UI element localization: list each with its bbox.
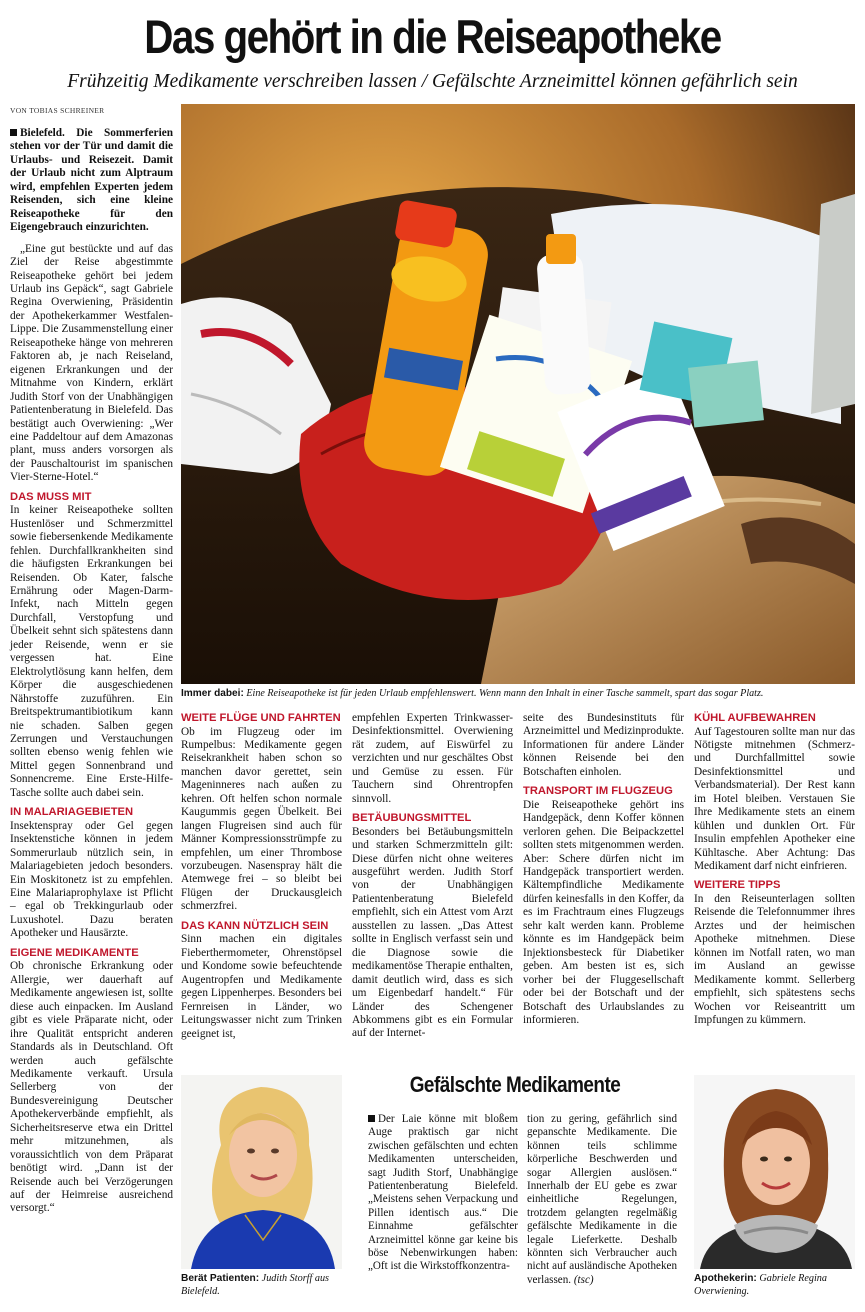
column-1 bbox=[10, 127, 173, 1216]
square-bullet-icon bbox=[10, 129, 17, 136]
box-paragraph-1: Der Laie könne mit bloßem Auge praktisch gar nicht zwischen gefälschten und echten Medikamenten unterscheiden, sagt Judith Storf, Unabhängige Patientenberatung Bielefeld. „Meistens sehen Verpackung und Pillen identisch aus.“ Die Einnahme gefälschter Arzneimittel könne gar keine bis böse Nebenwirkungen haben: „Oft ist die Wirkstoffkonzentra- bbox=[368, 1113, 518, 1273]
portrait-right-caption bbox=[694, 1272, 855, 1298]
box-column-2 bbox=[527, 1113, 677, 1287]
heading-eigene-medikamente: EIGENE MEDIKAMENTE bbox=[10, 946, 139, 959]
box-column-1 bbox=[368, 1113, 518, 1274]
main-photo-caption bbox=[181, 687, 855, 700]
paragraph-kuehl-aufbewahren: Auf Tagestouren sollte man nur das Nötigste mitnehmen (Schmerz- und Durchfallmittel sowie Desinfektionsmittel und Verbandsmaterial). Der Rest kann im Hotel bleiben. Verstauen Sie Ihre Medikamente stets an einem kühlen und dunklen Ort. Für Insulin empfehlen Apotheker eine Kühltasche. Aber Achtung: Das Medikament darf nicht einfrieren. bbox=[694, 725, 855, 873]
heading-weitere-tipps: WEITERE TIPPS bbox=[694, 879, 781, 892]
box-title: Gefälschte Medikamente bbox=[409, 1072, 621, 1097]
heading-nuetzlich: DAS KANN NÜTZLICH SEIN bbox=[181, 919, 329, 932]
portrait-left-caption bbox=[181, 1272, 346, 1298]
caption-text: Eine Reiseapotheke ist für jeden Urlaub empfehlenswert. Wenn mann den Inhalt in einer Tasche sammelt, spart das sogar Platz. bbox=[246, 688, 764, 699]
main-photo-travel-bag bbox=[181, 104, 855, 684]
heading-malariagebiete: IN MALARIAGEBIETEN bbox=[10, 806, 134, 819]
portrait-left-caption-text: Judith Storff aus Bielefeld. bbox=[181, 1273, 330, 1297]
heading-betaeubungsmittel: BETÄUBUNGSMITTEL bbox=[352, 812, 472, 825]
column-2 bbox=[181, 712, 342, 1041]
heading-das-muss-mit: DAS MUSS MIT bbox=[10, 490, 92, 503]
column-3 bbox=[352, 712, 513, 1041]
heading-kuehl-aufbewahren: KÜHL AUFBEWAHREN bbox=[694, 712, 816, 724]
headline: Das gehört in die Reiseapotheke bbox=[144, 10, 721, 63]
portrait-gabriele-overwiening bbox=[694, 1075, 855, 1269]
paragraph-trinkwasser: empfehlen Experten Trinkwasser-Desinfektionsmittel. Overwiening rät zudem, auf Eiswürfel zu verzichten und nur geschältes Obst und Gemüse zu essen. Für Tauchern sind Ohrentropfen sinnvoll. bbox=[352, 712, 513, 805]
paragraph-nuetzlich: Sinn machen ein digitales Fieberthermometer, Ohrenstöpsel und Kondome sowie befeuchtende Augentropfen und Medikamente gegen Lippenherpes. Besonders bei Fernreisen in Länder, wo Leitungswasser nicht zum Trinken geeignet ist, bbox=[181, 933, 342, 1040]
box-signature: (tsc) bbox=[573, 1273, 594, 1286]
intro-paragraph: „Eine gut bestückte und auf das Ziel der Reise abgestimmte Reiseapotheke gehört bei jedem Urlaub ins Gepäck“, sagt Gabriele Regina Overwiening, Präsidentin der Apothekerkammer Westfalen-Lippe. Die Zusammenstellung einer Reiseapotheke hänge von mehreren Faktoren ab, je nach Reiseland, eigenen Erkrankungen und der Mitnahme von Kindern, erklärt Judith Storf von der Unabhängigen Patientenberatung in Bielefeld. Das bestätigt auch Overwiening: „Wer eine Paddeltour auf dem Amazonas plant, muss anders vorsorgen als der Pauschaltourist im spanischen Vier-Sterne-Hotel.“ bbox=[10, 242, 173, 484]
box-paragraph-2: tion zu gering, gefährlich sind gepanschte Medikamente. Die können teils schlimme körperliche Beschwerden und sogar Allergien auslösen.“ Innerhalb der EU gebe es zwar einheitliche Regelungen, trotzdem gelangten regelmäßig gefälschte Medikamente in die legale Lieferkette. Deshalb könnten sich Verbraucher auch nicht auf ausländische Apotheken verlassen. bbox=[527, 1113, 677, 1286]
column-5 bbox=[694, 712, 855, 1028]
portrait-judith-storf bbox=[181, 1075, 342, 1269]
lead-paragraph: Bielefeld. Die Sommerferien stehen vor der Tür und damit die Urlaubs- und Reisezeit. Damit der Urlaub nicht zum Alptraum wird, empfehlen Experten jedem Reisenden, sich eine kleine Reiseapotheke für den Eigengebrauch einzurichten. bbox=[10, 127, 173, 234]
column-4 bbox=[523, 712, 684, 1027]
square-bullet-icon bbox=[368, 1115, 375, 1122]
paragraph-transport: Die Reiseapotheke gehört ins Handgepäck, denn Koffer können verloren gehen. Die Beipackzettel sollten stets mitgenommen werden. Aber: Schere dürfen nicht im Handgepäck transportiert werden. Kältempfindliche Medikamente dürfen keinesfalls in den Koffer, da es im Frachtraum eines Flugzeugs sehr kalt werden kann. Probleme könnte es im Handgepäck beim Injektionsbesteck für Diabetiker geben. Am besten ist es, sich vorher bei der Fluggesellschaft oder bei der Botschaft und der Botschaft des Urlaubslandes zu informieren. bbox=[523, 798, 684, 1027]
paragraph-malariagebiete: Insektenspray oder Gel gegen Insektenstiche können in jedem Sommerurlaub nützlich sein, in Malariagebieten jedoch besonders. Ein Moskitonetz ist zu empfehlen. Eine Malariaprophylaxe ist Pflicht – egal ob Trekkingurlaub oder Luxushotel. Dazu beraten Apotheker und Hausärzte. bbox=[10, 819, 173, 940]
paragraph-bundesinstitut: seite des Bundesinstituts für Arzneimittel und Medizinprodukte. Informationen für andere Länder können Reisende bei den Botschaften einholen. bbox=[523, 712, 684, 778]
caption-label: Immer dabei: bbox=[181, 688, 244, 699]
portrait-left-caption-label: Berät Patienten: bbox=[181, 1273, 260, 1284]
portrait-right-caption-text: Gabriele Regina Overwiening. bbox=[694, 1273, 827, 1297]
paragraph-betaeubungsmittel: Besonders bei Betäubungsmitteln und starken Schmerzmitteln gilt: Diese dürfen nicht ohne weiteres ausgeführt werden. Judith Storf von der Unabhängigen Patientenberatung Bielefeld empfiehlt, sich ein Attest vom Arzt ausstellen zu lassen. „Das Attest sollte in Englisch verfasst sein und die Diagnose sowie die medikamentöse Therapie enthalten, damit deutlich wird, dass es sich um Eigenbedarf handelt.“ Für Länder des Schengener Abkommens gibt es ein Formular auf der Internet- bbox=[352, 825, 513, 1040]
heading-transport: TRANSPORT IM FLUGZEUG bbox=[523, 785, 673, 798]
paragraph-weite-fluege: Ob im Flugzeug oder im Rumpelbus: Medikamente gegen Reisekrankheit haben schon so manchen davor gerettet, sein Mageninneres nach außen zu kehren. Oft helfen schon normale Kaugummis gegen Übelkeit. Bei langen Flugreisen sind auch für Männer Kompressionsstrümpfe zu empfehlen, um einer Thrombose vorzubeugen. Nasenspray hält die Atemwege frei – so bleibt bei Flügen der Druckausgleich schmerzfrei. bbox=[181, 725, 342, 913]
portrait-right-caption-label: Apothekerin: bbox=[694, 1273, 757, 1284]
paragraph-das-muss-mit: In keiner Reiseapotheke sollten Hustenlöser und Schmerzmittel sowie fiebersenkende Medikamente fehlen. Durchfallkrankheiten sind die häufigsten Erkrankungen bei Reisenden. Ob Kater, falsche Ernährung oder Magen-Darm-Infekt, nach Mitteln gegen Durchfall, Verstopfung und Übelkeit sehnt sich spätestens dann jeder Reisende, wenn er sie vergessen hat. Eine Elektrolytlösung kann helfen, dem Körper die ausgeschiedenen Nährstoffe zuzuführen. Ein Breitspektrumantibiotikum kann nie schaden. Salben gegen Zerrungen und Verstauchungen sollten ebenso wenig fehlen wie Mittel gegen Sonnenbrand und Sonnencreme. Eine Erste-Hilfe-Tasche sollte auch dabei sein. bbox=[10, 504, 173, 799]
paragraph-eigene-medikamente: Ob chronische Erkrankung oder Allergie, wer dauerhaft auf Medikamente angewiesen ist, sollte diese auch einpacken. Im Ausland gibt es viele Präparate nicht, oder ihre Qualität entspricht anderen Standards als in Deutschland. Oft werden auch gefälschte Medikamente verkauft. Ursula Sellerberg von der Bundesvereinigung Deutscher Apothekerverbände empfiehlt, als Sicherheitsreserve etwa ein Drittel mehr mitzunehmen, als voraussichtlich von dem Präparat benötigt wird. „Dann ist der Reisende auch bei Verzögerungen auf der Heimreise ausreichend versorgt.“ bbox=[10, 960, 173, 1215]
byline: VON TOBIAS SCHREINER bbox=[10, 106, 105, 115]
paragraph-weitere-tipps: In den Reiseunterlagen sollten Reisende die Telefonnummer ihres Arztes und der heimischen Apotheke mitnehmen. Diese können im Notfall raten, wo man im Ausland an gewisse Medikamente kommt. Sellerberg empfiehlt, sich spätestens sechs Wochen vor Reiseantritt um Impfungen zu kümmern. bbox=[694, 892, 855, 1027]
heading-weite-fluege: WEITE FLÜGE UND FAHRTEN bbox=[181, 712, 341, 724]
subheadline: Frühzeitig Medikamente verschreiben lassen / Gefälschte Arzneimittel können gefährlich sein bbox=[67, 71, 798, 92]
